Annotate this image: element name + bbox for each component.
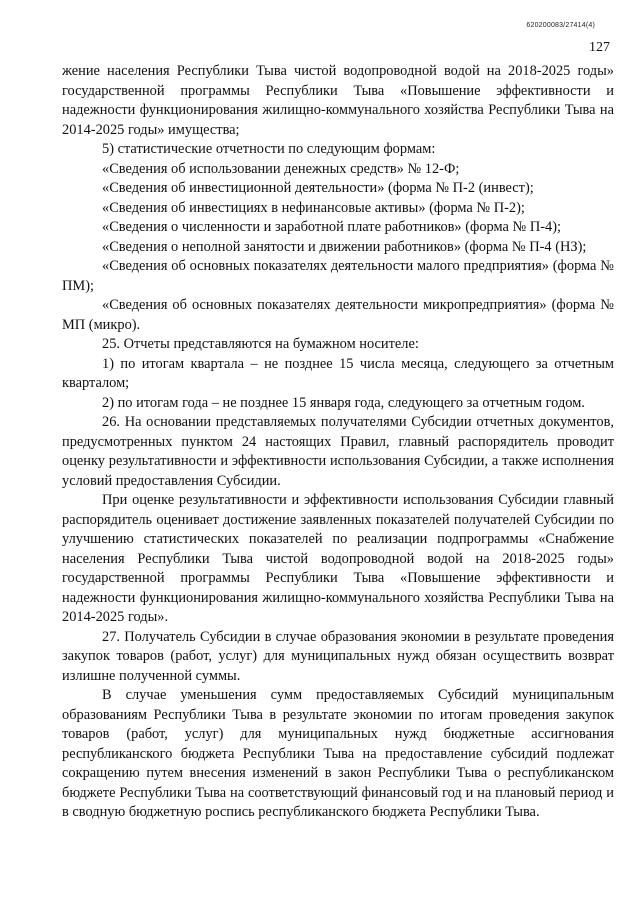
paragraph: 2) по итогам года – не позднее 15 января года, следующего за отчетным годом. [102, 394, 585, 411]
document-code: 620200083/27414(4) [526, 22, 595, 29]
paragraph: «Сведения о неполной занятости и движении работников» (форма № П-4 (НЗ); [102, 238, 587, 255]
paragraph: 26. На основании представляемых получателями Субсидии отчетных документов, предусмотренных пунктом 24 настоящих Правил, главный распорядитель проводит оценку результативности и эффективности использования Субсидии, а также исполнения условий предоставления Субсидии. [62, 414, 614, 489]
paragraph: 5) статистические отчетности по следующим формам: [102, 141, 436, 157]
paragraph: «Сведения об инвестициях в нефинансовые активы» (форма № П-2); [102, 199, 525, 216]
paragraph: «Сведения об инвестиционной деятельности» (форма № П-2 (инвест); [102, 180, 534, 196]
page-number: 127 [589, 40, 610, 55]
paragraph: 27. Получатель Субсидии в случае образования экономии в результате проведения закупок товаров (работ, услуг) для муниципальных нужд обязан осуществить возврат излишне полученной суммы. [62, 628, 614, 684]
paragraph: «Сведения об использовании денежных средств» № 12-Ф; [102, 160, 460, 177]
paragraph: 25. Отчеты представляются на бумажном носителе: [102, 336, 419, 352]
paragraph: «Сведения об основных показателях деятельности малого предприятия» (форма № ПМ); [62, 258, 614, 294]
paragraph: «Сведения об основных показателях деятельности микропредприятия» (форма № МП (микро). [62, 297, 614, 333]
paragraph: 1) по итогам квартала – не позднее 15 числа месяца, следующего за отчетным кварталом; [62, 355, 614, 391]
paragraph: В случае уменьшения сумм предоставляемых Субсидий муниципальным образованиям Республики Тыва в результате экономии по итогам проведения закупок товаров (работ, услуг) для муниципальных нужд бюджетные ассигнования республиканского бюджета Республики Тыва на предоставление субсидий подлежат сокращению путем внесения изменений в закон Республики Тыва о республиканском бюджете Республики Тыва на соответствующий финансовый год и на плановый период и в сводную бюджетную роспись республиканского бюджета Республики Тыва. [62, 687, 614, 820]
document-body [62, 62, 614, 823]
paragraph: При оценке результативности и эффективности использования Субсидии главный распорядитель оценивает достижение заявленных показателей получателей Субсидии по улучшению статистических показателей по реализации подпрограммы «Снабжение населения Республики Тыва чистой водопроводной водой на 2018-2025 годы» государственной программы Республики Тыва «Повышение эффективности и надежности функционирования жилищно-коммунального хозяйства Республики Тыва на 2014-2025 годы». [62, 492, 614, 625]
paragraph: жение населения Республики Тыва чистой водопроводной водой на 2018-2025 годы» государственной программы Республики Тыва «Повышение эффективности и надежности функционирования жилищно-коммунального хозяйства Республики Тыва на 2014-2025 годы» имущества; [62, 63, 614, 138]
paragraph: «Сведения о численности и заработной плате работников» (форма № П-4); [102, 219, 562, 235]
